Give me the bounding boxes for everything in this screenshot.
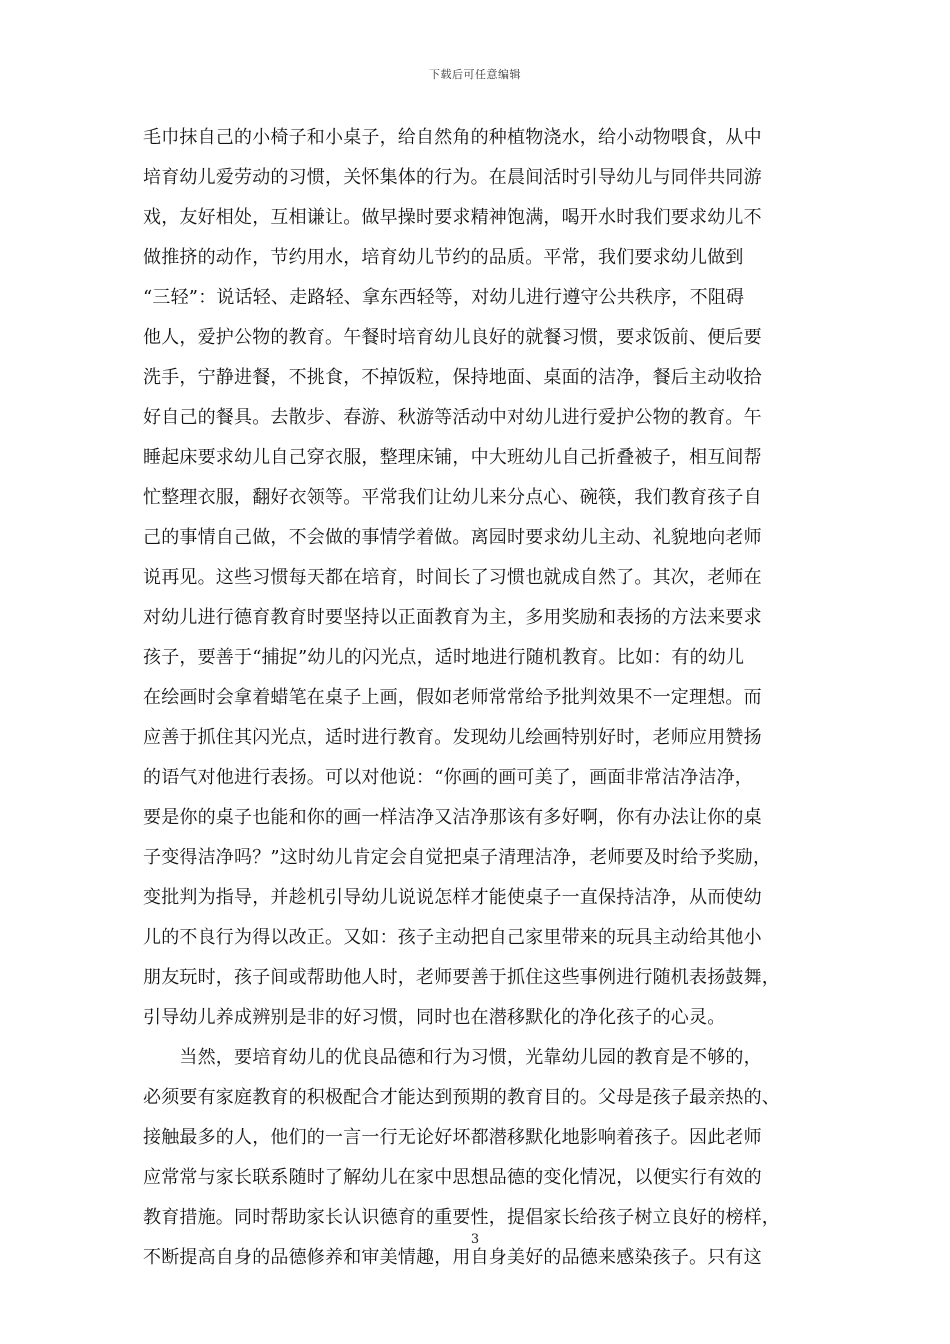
text-line: 己的事情自己做，不会做的事情学着做。离园时要求幼儿主动、礼貌地向老师 xyxy=(143,527,762,548)
text-line: 忙整理衣服，翻好衣领等。平常我们让幼儿来分点心、碗筷，我们教育孩子自 xyxy=(143,487,762,508)
paragraph-start-line: 当然，要培育幼儿的优良品德和行为习惯，光靠幼儿园的教育是不够的， xyxy=(143,1047,762,1068)
text-line: 戏，友好相处，互相谦让。做早操时要求精神饱满，喝开水时我们要求幼儿不 xyxy=(143,207,762,228)
text-line: 毛巾抹自己的小椅子和小桌子，给自然角的种植物浇水，给小动物喂食，从中 xyxy=(143,127,762,148)
text-line: 孩子，要善于“捕捉”幼儿的闪光点，适时地进行随机教育。比如：有的幼儿 xyxy=(143,647,745,668)
text-line: 睡起床要求幼儿自己穿衣服，整理床铺，中大班幼儿自己折叠被子，相互间帮 xyxy=(143,447,762,468)
text-line: 在绘画时会拿着蜡笔在桌子上画，假如老师常常给予批判效果不一定理想。而 xyxy=(143,687,762,708)
text-line: 的语气对他进行表扬。可以对他说：“你画的画可美了，画面非常洁净洁净， xyxy=(143,767,753,788)
text-line: 变批判为指导，并趁机引导幼儿说说怎样才能使桌子一直保持洁净，从而使幼 xyxy=(143,887,762,908)
text-line: 接触最多的人，他们的一言一行无论好坏都潜移默化地影响着孩子。因此老师 xyxy=(143,1127,762,1148)
page-header: 下载后可任意编辑 xyxy=(429,68,521,81)
text-line: 做推挤的动作，节约用水，培育幼儿节约的品质。平常，我们要求幼儿做到 xyxy=(143,247,744,268)
text-line: 子变得洁净吗？”这时幼儿肯定会自觉把桌子清理洁净，老师要及时给予奖励， xyxy=(143,847,772,868)
text-line: 儿的不良行为得以改正。又如：孩子主动把自己家里带来的玩具主动给其他小 xyxy=(143,927,762,948)
text-line: 洗手，宁静进餐，不挑食，不掉饭粒，保持地面、桌面的洁净，餐后主动收拾 xyxy=(143,367,762,388)
text-line: 好自己的餐具。去散步、春游、秋游等活动中对幼儿进行爱护公物的教育。午 xyxy=(143,407,762,428)
page-number: 3 xyxy=(470,1232,480,1247)
text-line: 对幼儿进行德育教育时要坚持以正面教育为主，多用奖励和表扬的方法来要求 xyxy=(143,607,762,628)
text-line: 他人，爱护公物的教育。午餐时培育幼儿良好的就餐习惯，要求饭前、便后要 xyxy=(143,327,762,348)
text-line: “三轻”：说话轻、走路轻、拿东西轻等，对幼儿进行遵守公共秩序，不阻碍 xyxy=(143,287,745,308)
document-body xyxy=(143,124,823,1284)
text-line: 教育措施。同时帮助家长认识德育的重要性，提倡家长给孩子树立良好的榜样， xyxy=(143,1207,780,1228)
text-line: 应善于抓住其闪光点，适时进行教育。发现幼儿绘画特别好时，老师应用赞扬 xyxy=(143,727,762,748)
text-line: 必须要有家庭教育的积极配合才能达到预期的教育目的。父母是孩子最亲热的、 xyxy=(143,1087,780,1108)
text-line: 引导幼儿养成辨别是非的好习惯，同时也在潜移默化的净化孩子的心灵。 xyxy=(143,1007,726,1028)
text-line: 应常常与家长联系随时了解幼儿在家中思想品德的变化情况，以便实行有效的 xyxy=(143,1167,762,1188)
text-line: 不断提高自身的品德修养和审美情趣，用自身美好的品德来感染孩子。只有这 xyxy=(143,1247,762,1268)
text-line: 培育幼儿爱劳动的习惯，关怀集体的行为。在晨间活时引导幼儿与同伴共同游 xyxy=(143,167,762,188)
text-line: 朋友玩时，孩子间或帮助他人时，老师要善于抓住这些事例进行随机表扬鼓舞， xyxy=(143,967,780,988)
text-line: 要是你的桌子也能和你的画一样洁净又洁净那该有多好啊，你有办法让你的桌 xyxy=(143,807,762,828)
text-line: 说再见。这些习惯每天都在培育，时间长了习惯也就成自然了。其次，老师在 xyxy=(143,567,762,588)
